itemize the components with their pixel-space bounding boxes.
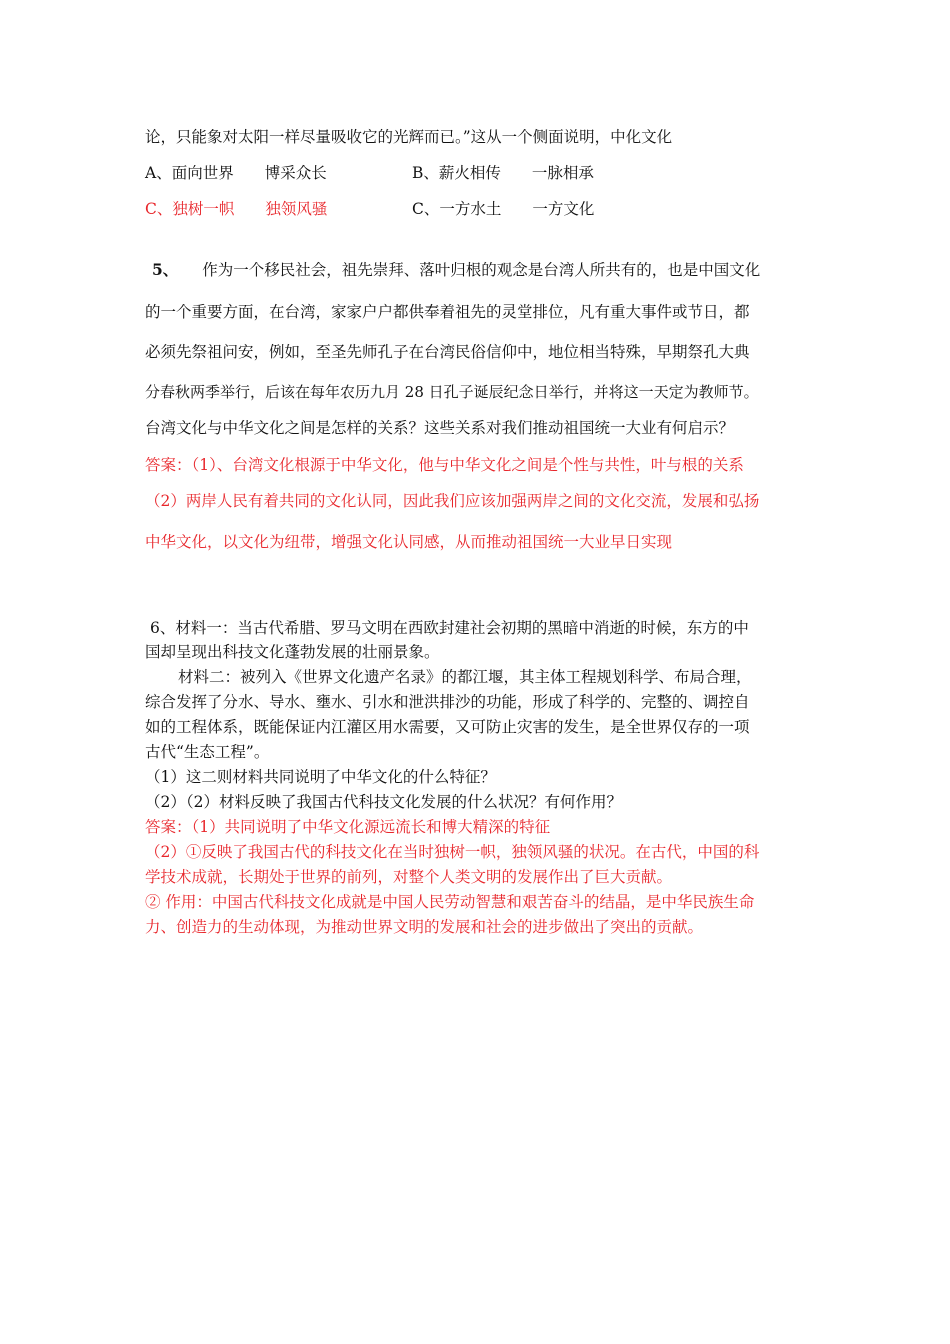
q6-answer-line-3: 学技术成就，长期处于世界的前列，对整个人类文明的发展作出了巨大贡献。: [145, 868, 673, 886]
q4-option-c-answer: C、独树一帜 独领风骚: [145, 200, 328, 218]
q6-line-3: 材料二：被列入《世界文化遗产名录》的都江堰，其主体工程规划科学、布局合理，: [178, 668, 752, 686]
q5-line-4: 分春秋两季举行，后该在每年农历九月 28 日孔子诞辰纪念日举行，并将这一天定为教师节。: [145, 383, 759, 401]
q5-answer-line-2: （2）两岸人民有着共同的文化认同，因此我们应该加强两岸之间的文化交流，发展和弘扬: [145, 492, 760, 510]
q6-answer-line-4: ② 作用：中国古代科技文化成就是中国人民劳动智慧和艰苦奋斗的结晶，是中华民族生命: [145, 893, 755, 911]
q4-option-b: B、薪火相传 一脉相承: [412, 164, 594, 182]
q5-line-2: 的一个重要方面，在台湾，家家户户都供奉着祖先的灵堂排位，凡有重大事件或节日，都: [145, 303, 750, 321]
q6-question-1: （1）这二则材料共同说明了中华文化的什么特征？: [145, 768, 496, 786]
q5-line-1: [152, 260, 760, 280]
q6-line-1: 6、材料一：当古代希腊、罗马文明在西欧封建社会初期的黑暗中消逝的时候，东方的中: [150, 619, 749, 637]
q6-line-2: 国却呈现出科技文化蓬勃发展的壮丽景象。: [145, 643, 440, 661]
q6-question-2: （2）（2）材料反映了我国古代科技文化发展的什么状况？有何作用？: [145, 793, 622, 811]
q5-line-3: 必须先祭祖问安，例如，至圣先师孔子在台湾民俗信仰中，地位相当特殊，早期祭孔大典: [145, 343, 750, 361]
q6-line-5: 如的工程体系，既能保证内江灌区用水需要，又可防止灾害的发生，是全世界仅存的一项: [145, 718, 750, 736]
q5-answer-line-3: 中华文化，以文化为纽带，增强文化认同感，从而推动祖国统一大业早日实现: [145, 533, 673, 551]
q4-option-d: C、一方水土 一方文化: [412, 200, 595, 218]
q6-answer-line-2: （2）①反映了我国古代的科技文化在当时独树一帜，独领风骚的状况。在古代，中国的科: [145, 843, 760, 861]
q5-line-5: 台湾文化与中华文化之间是怎样的关系？这些关系对我们推动祖国统一大业有何启示？: [145, 419, 735, 437]
q4-stem-line: 论，只能象对太阳一样尽量吸收它的光辉而已。”这从一个侧面说明，中化文化: [145, 128, 673, 146]
q5-text-line-1: 作为一个移民社会，祖先崇拜、落叶归根的观念是台湾人所共有的，也是中国文化: [202, 261, 761, 279]
q5-number: 5、: [152, 260, 179, 279]
q6-answer-line-1: 答案：（1）共同说明了中华文化源远流长和博大精深的特征: [145, 818, 551, 836]
q5-answer-line-1: 答案：（1）、台湾文化根源于中华文化，他与中华文化之间是个性与共性，叶与根的关系: [145, 456, 744, 474]
q4-option-a: A、面向世界 博采众长: [145, 164, 327, 182]
q6-line-4: 综合发挥了分水、导水、壅水、引水和泄洪排沙的功能，形成了科学的、完整的、调控自: [145, 693, 750, 711]
q6-line-6: 古代“生态工程”。: [145, 743, 270, 761]
q6-answer-line-5: 力、创造力的生动体现，为推动世界文明的发展和社会的进步做出了突出的贡献。: [145, 918, 704, 936]
